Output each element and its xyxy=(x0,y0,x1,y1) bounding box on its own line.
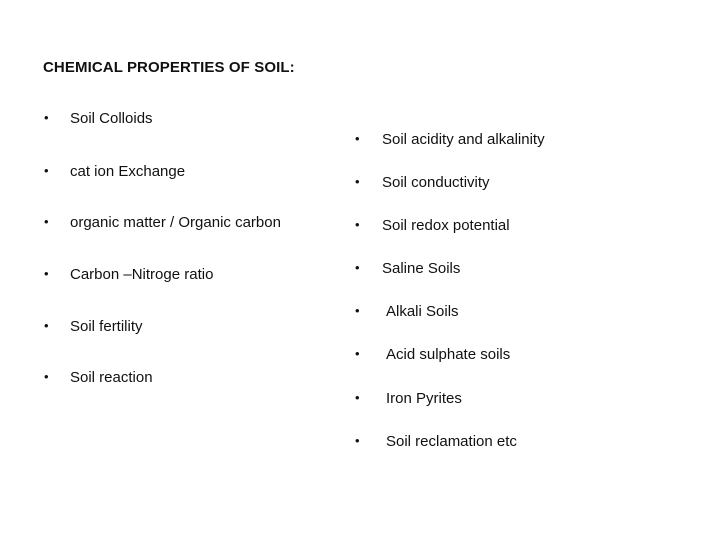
page-title: CHEMICAL PROPERTIES OF SOIL: xyxy=(43,59,295,76)
list-item-label: Carbon –Nitroge ratio xyxy=(70,266,214,283)
list-item-label: cat ion Exchange xyxy=(70,163,186,180)
bullet-icon: • xyxy=(355,346,360,361)
list-item-label: Soil fertility xyxy=(70,318,143,335)
list-item-label: Alkali Soils xyxy=(386,303,459,320)
list-item-label: Soil redox potential xyxy=(382,217,510,234)
bullet-icon: • xyxy=(355,217,360,232)
list-item-label: Acid sulphate soils xyxy=(386,346,511,363)
bullet-icon: • xyxy=(355,174,360,189)
bullet-icon: • xyxy=(44,266,49,281)
list-item-label: Soil conductivity xyxy=(382,174,490,191)
bullet-icon: • xyxy=(355,260,360,275)
bullet-icon: • xyxy=(44,110,49,125)
bullet-icon: • xyxy=(355,303,360,318)
bullet-icon: • xyxy=(44,369,49,384)
bullet-icon: • xyxy=(44,163,49,178)
list-item-label: Saline Soils xyxy=(382,260,461,277)
list-item-label: organic matter / Organic carbon xyxy=(70,214,281,231)
bullet-icon: • xyxy=(355,131,360,146)
list-item-label: Iron Pyrites xyxy=(386,390,462,407)
list-item-label: Soil acidity and alkalinity xyxy=(382,131,545,148)
list-item-label: Soil reaction xyxy=(70,369,153,386)
list-item-label: Soil Colloids xyxy=(70,110,153,127)
bullet-icon: • xyxy=(44,214,49,229)
bullet-icon: • xyxy=(355,433,360,448)
bullet-icon: • xyxy=(44,318,49,333)
bullet-icon: • xyxy=(355,390,360,405)
list-item-label: Soil reclamation etc xyxy=(386,433,517,450)
